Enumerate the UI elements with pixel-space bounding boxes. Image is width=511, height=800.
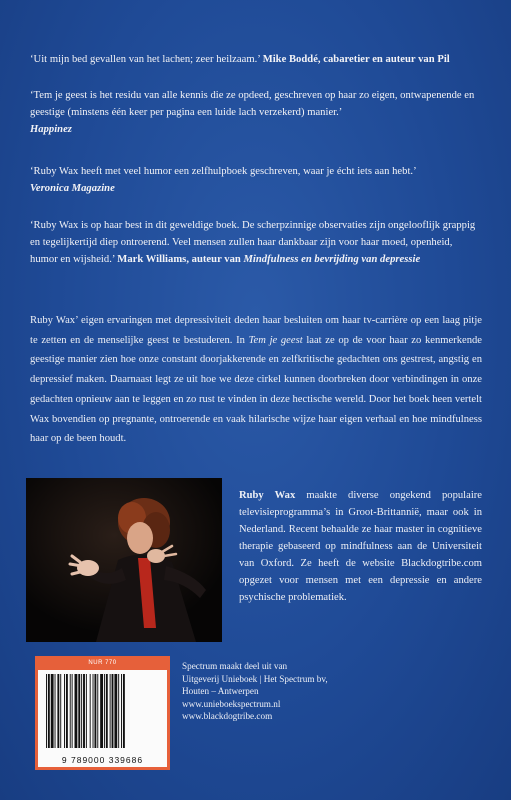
quote-3-source: Veronica Magazine <box>30 182 115 194</box>
barcode-bar <box>83 674 85 748</box>
barcode-bar <box>72 674 73 748</box>
quote-1-text: ‘Uit mijn bed gevallen van het lachen; zeer heilzaam.’ <box>30 54 263 65</box>
publisher-line-2: Uitgeverij Unieboek | Het Spectrum bv, <box>182 673 328 684</box>
publisher-info <box>182 660 382 723</box>
barcode-bar <box>46 674 47 748</box>
quote-4-source-prefix: Mark Williams, auteur van <box>117 253 244 265</box>
barcode-bar <box>86 674 87 748</box>
quote-4 <box>30 218 482 268</box>
barcode-bar <box>94 674 96 748</box>
barcode-label <box>38 670 167 767</box>
barcode-bar <box>75 674 78 748</box>
author-website-link[interactable]: www.blackdogtribe.com <box>182 711 273 722</box>
barcode-bar <box>51 674 54 748</box>
barcode-bar <box>66 674 68 748</box>
barcode-bar <box>110 674 111 748</box>
quote-2-text: ‘Tem je geest is het residu van alle kennis die ze opdeed, geschreven op haar zo eigen, ontwapenende en geestige (minstens één keer per pagina een luide lach verzekerd) manier.’ <box>30 90 475 118</box>
quote-1-source: Mike Boddé, cabaretier en auteur van Pil <box>262 54 450 65</box>
barcode-bar <box>55 674 56 748</box>
publisher-line-1: Spectrum maakt deel uit van <box>182 661 288 671</box>
publisher-website-link[interactable]: www.unieboekspectrum.nl <box>182 698 281 709</box>
author-bio-text: maakte diverse ongekend populaire televisieprogramma’s in Groot-Brittannië, maar ook in Nederland. Recent behaalde ze haar master in cognitieve therapie gebaseerd op mindfulness aan de Universiteit van Oxford. Ze heeft de website Blackdogtribe.com opgezet voor mensen met een depressie en andere psychische problematiek. <box>239 490 483 603</box>
author-photo-illustration <box>26 478 222 642</box>
barcode-bar <box>123 674 125 748</box>
barcode-bar <box>106 674 108 748</box>
barcode-bar <box>48 674 50 748</box>
barcode-bar <box>64 674 65 748</box>
barcode-bar <box>112 674 114 748</box>
quote-4-source-title: Mindfulness en bevrijding van depressie <box>243 253 421 265</box>
quote-1 <box>30 52 482 69</box>
book-description <box>30 311 482 449</box>
quote-2 <box>30 88 482 138</box>
barcode-bar <box>93 674 94 748</box>
barcode-bars <box>38 670 167 754</box>
publisher-line-3: Houten – Antwerpen <box>182 686 259 697</box>
barcode-bar <box>121 674 122 748</box>
quote-3 <box>30 164 482 198</box>
barcode-bar <box>97 674 98 748</box>
author-bio <box>239 487 482 606</box>
barcode-bar <box>114 674 117 748</box>
barcode-bar <box>57 674 59 748</box>
barcode-panel <box>35 656 170 770</box>
barcode-bar <box>78 674 80 748</box>
blurb-part-1: Ruby Wax’ eigen ervaringen met depressiviteit deden haar besluiten om haar tv-carrière op een laag pitje te zetten en de menselijke geest te bestuderen. In <box>30 315 482 346</box>
quote-4-text: ‘Ruby Wax is op haar best in dit geweldige boek. De scherpzinnige observaties zijn ongelooflijk grappig en tegelijkertijd diep ontroerend. Veel mensen zullen haar dankbaar zijn voor haar moed, openheid, humor en wijsheid.’ <box>30 220 476 265</box>
blurb-part-2: laat ze op de voor haar zo kenmerkende geestige manier zien hoe onze constant doorjakkerende en zelfkritische gedachten ons gestrest, angstig en depressief maken. Daarnaast legt ze uit hoe we deze cirkel kunnen doorbreken door verbindingen in onze gedachten opnieuw aan te leggen en zo rust te vinden in deze hectische wereld. Door het boek heen vertelt Wax bovendien op pregnante, ontroerende en vaak hilarische wijze haar eigen verhaal en hoe mindfulness haar op de been houdt. <box>30 334 483 445</box>
blurb-book-title: Tem je geest <box>248 334 303 346</box>
barcode-bar <box>100 674 103 748</box>
quote-2-source: Happinez <box>30 123 72 135</box>
author-photo <box>26 478 222 642</box>
author-name: Ruby Wax <box>239 490 296 501</box>
barcode-bar <box>60 674 61 748</box>
barcode-bar <box>104 674 105 748</box>
isbn-digits: 9 789000 339686 <box>61 755 144 765</box>
quote-3-text: ‘Ruby Wax heeft met veel humor een zelfhulpboek geschreven, waar je écht iets aan hebt.’ <box>30 166 417 177</box>
barcode-bar <box>81 674 82 748</box>
barcode-bar <box>90 674 91 748</box>
nur-code: NUR 770 <box>88 660 117 666</box>
barcode-bar <box>70 674 71 748</box>
barcode-bar <box>118 674 119 748</box>
